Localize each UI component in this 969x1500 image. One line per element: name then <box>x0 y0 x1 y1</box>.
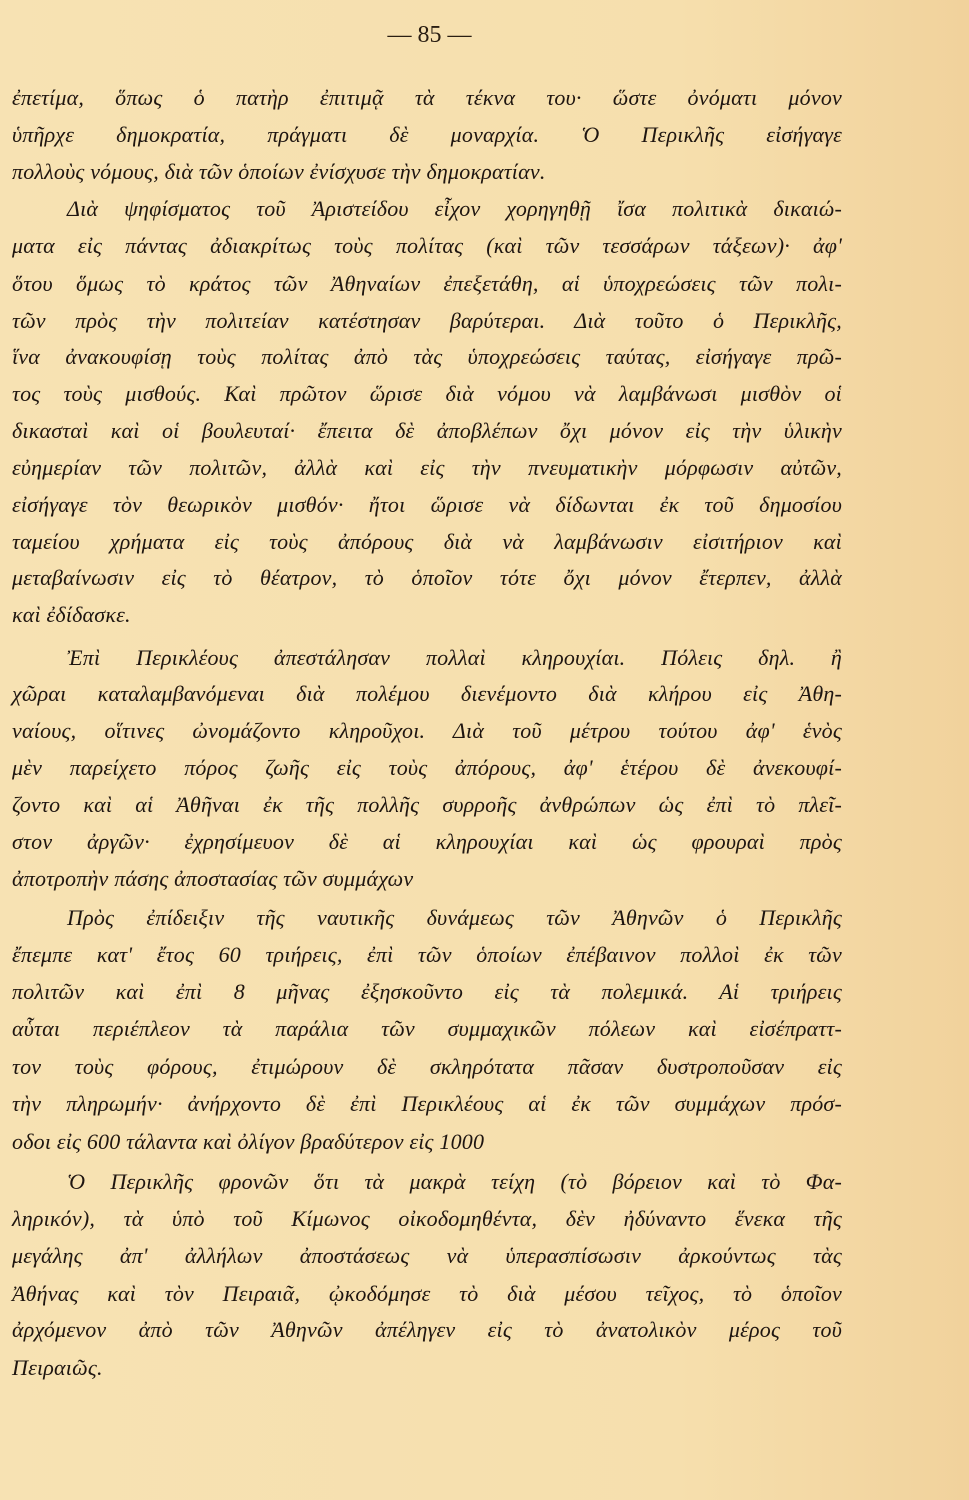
text-line: ναίους, οἵτινες ὠνομάζοντο κληροῦχοι. Διὰ τοῦ μέτρου τούτου ἀφ' ἑνὸς <box>12 718 842 743</box>
text-line: Ἐπὶ Περικλέους ἀπεστάλησαν πολλαὶ κληρουχίαι. Πόλεις δηλ. ἢ <box>67 645 842 670</box>
text-line: Διὰ ψηφίσματος τοῦ Ἀριστείδου εἶχον χορηγηθῇ ἴσα πολιτικὰ δικαιώ- <box>67 196 842 221</box>
text-line: ἔπεμπε κατ' ἔτος 60 τριήρεις, ἐπὶ τῶν ὁποίων ἐπέβαινον πολλοὶ ἐκ τῶν <box>12 942 842 967</box>
page-number: — 85 — <box>387 22 472 48</box>
text-line: ὑπῆρχε δημοκρατία, πράγματι δὲ μοναρχία. Ὁ Περικλῆς εἰσήγαγε <box>12 122 842 147</box>
text-line: Πρὸς ἐπίδειξιν τῆς ναυτικῆς δυνάμεως τῶν Ἀθηνῶν ὁ Περικλῆς <box>67 905 842 930</box>
text-line: ματα εἰς πάντας ἀδιακρίτως τοὺς πολίτας (καὶ τῶν τεσσάρων τάξεων)· ἀφ' <box>12 233 842 258</box>
text-line: ἀποτροπὴν πάσης ἀποστασίας τῶν συμμάχων <box>12 866 414 891</box>
text-line: Πειραιῶς. <box>12 1355 103 1380</box>
text-line: ὅτου ὅμως τὸ κράτος τῶν Ἀθηναίων ἐπεξετάθη, αἱ ὑποχρεώσεις τῶν πολι- <box>12 271 842 296</box>
text-line: ζοντο καὶ αἱ Ἀθῆναι ἐκ τῆς πολλῆς συρροῆς ἀνθρώπων ὡς ἐπὶ τὸ πλεῖ- <box>12 792 842 817</box>
text-line: μεγάλης ἀπ' ἀλλήλων ἀποστάσεως νὰ ὑπερασπίσωσιν ἀρκούντως τὰς <box>12 1243 842 1268</box>
text-line: πολλοὺς νόμους, διὰ τῶν ὁποίων ἐνίσχυσε τὴν δημοκρατίαν. <box>12 159 546 184</box>
text-line: χῶραι καταλαμβανόμεναι διὰ πολέμου διενέμοντο διὰ κλήρου εἰς Ἀθη- <box>12 681 842 706</box>
text-line: τον τοὺς φόρους, ἐτιμώρουν δὲ σκληρότατα πᾶσαν δυστροποῦσαν εἰς <box>12 1054 842 1079</box>
text-line: αὗται περιέπλεον τὰ παράλια τῶν συμμαχικῶν πόλεων καὶ εἰσέπραττ- <box>12 1016 842 1041</box>
text-line: τος τοὺς μισθούς. Καὶ πρῶτον ὥρισε διὰ νόμου νὰ λαμβάνωσι μισθὸν οἱ <box>12 381 842 406</box>
text-line: τῶν πρὸς τὴν πολιτείαν κατέστησαν βαρύτεραι. Διὰ τοῦτο ὁ Περικλῆς, <box>12 308 842 333</box>
text-line: δικασταὶ καὶ οἱ βουλευταί· ἔπειτα δὲ ἀποβλέπων ὄχι μόνον εἰς τὴν ὑλικὴν <box>12 418 842 443</box>
text-line: ταμείου χρήματα εἰς τοὺς ἀπόρους διὰ νὰ λαμβάνωσιν εἰσιτήριον καὶ <box>12 529 842 554</box>
text-line: Ὁ Περικλῆς φρονῶν ὅτι τὰ μακρὰ τείχη (τὸ βόρειον καὶ τὸ Φα- <box>67 1169 842 1194</box>
text-line: ἵνα ἀνακουφίσῃ τοὺς πολίτας ἀπὸ τὰς ὑποχρεώσεις ταύτας, εἰσήγαγε πρῶ- <box>12 344 842 369</box>
text-line: τὴν πληρωμήν· ἀνήρχοντο δὲ ἐπὶ Περικλέους αἱ ἐκ τῶν συμμάχων πρόσ- <box>12 1091 842 1116</box>
text-line: ἐπετίμα, ὅπως ὁ πατὴρ ἐπιτιμᾷ τὰ τέκνα του· ὥστε ὀνόματι μόνον <box>12 85 842 110</box>
text-line: καὶ ἐδίδασκε. <box>12 602 131 627</box>
text-line: μὲν παρείχετο πόρος ζωῆς εἰς τοὺς ἀπόρους, ἀφ' ἑτέρου δὲ ἀνεκουφί- <box>12 755 842 780</box>
text-line: εὐημερίαν τῶν πολιτῶν, ἀλλὰ καὶ εἰς τὴν πνευματικὴν μόρφωσιν αὐτῶν, <box>12 455 842 480</box>
text-line: Ἀθήνας καὶ τὸν Πειραιᾶ, ᾠκοδόμησε τὸ διὰ μέσου τεῖχος, τὸ ὁποῖον <box>12 1281 842 1306</box>
text-line: μεταβαίνωσιν εἰς τὸ θέατρον, τὸ ὁποῖον τότε ὄχι μόνον ἔτερπεν, ἀλλὰ <box>12 565 842 590</box>
text-line: ἀρχόμενον ἀπὸ τῶν Ἀθηνῶν ἀπέληγεν εἰς τὸ ἀνατολικὸν μέρος τοῦ <box>12 1317 842 1342</box>
text-line: στον ἀργῶν· ἐχρησίμευον δὲ αἱ κληρουχίαι καὶ ὡς φρουραὶ πρὸς <box>12 829 842 854</box>
text-line: πολιτῶν καὶ ἐπὶ 8 μῆνας ἐξησκοῦντο εἰς τὰ πολεμικά. Αἱ τριήρεις <box>12 979 842 1004</box>
text-line: εἰσήγαγε τὸν θεωρικὸν μισθόν· ἤτοι ὥρισε νὰ δίδωνται ἐκ τοῦ δημοσίου <box>12 492 842 517</box>
text-line: οδοι εἰς 600 τάλαντα καὶ ὀλίγον βραδύτερον εἰς 1000 <box>12 1129 485 1154</box>
text-line: ληρικόν), τὰ ὑπὸ τοῦ Κίμωνος οἰκοδομηθέντα, δὲν ἠδύναντο ἕνεκα τῆς <box>12 1206 842 1231</box>
